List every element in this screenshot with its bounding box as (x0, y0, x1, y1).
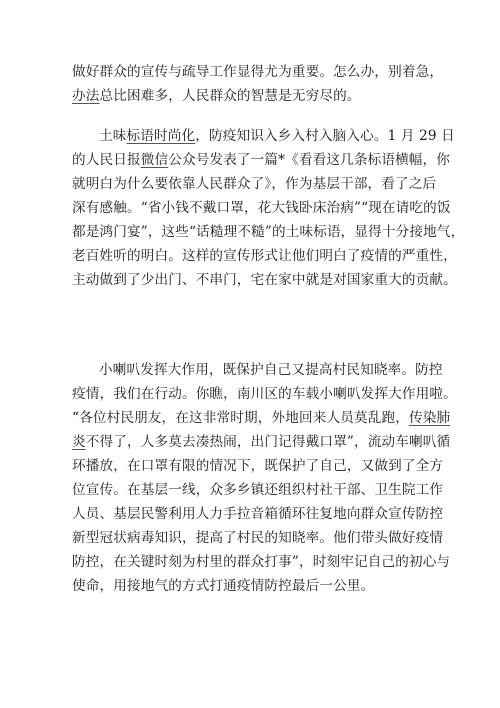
paragraph-3 (72, 358, 457, 598)
link-banfa[interactable]: 办法 (72, 88, 100, 104)
text-line: 深有感触。“省小钱不戴口罩，花大钱卧床治病”“现在请吃的饭 (72, 200, 451, 216)
text-line: 人员、基层民警利用人力手拉音箱循环往复地向群众宣传防控 (72, 506, 444, 522)
link-chuanran-feiyan[interactable]: 传染肺 (408, 410, 451, 426)
link-chuanran-feiyan-cont[interactable]: 炎 (72, 434, 86, 450)
text-line: 疫情，我们在行动。你瞧，南川区的车载小喇叭发挥大作用啦。 (72, 386, 457, 402)
text-line: 做好群众的宣传与疏导工作显得尤为重要。怎么办，别着急， (72, 64, 444, 80)
text-segment: 土味 (99, 128, 127, 144)
text-segment: 不得了，人多莫去凑热闹，出门记得戴口罩”，流动车喇叭循 (85, 434, 451, 450)
text-line: 位宣传。在基层一线，众多乡镇还组织村社干部、卫生院工作 (72, 482, 444, 498)
text-line: 就明白为什么要依靠人民群众了》，作为基层干部，看了之后 (72, 176, 437, 192)
text-line: 使命，用接地气的方式打通疫情防控最后一公里。 (72, 578, 375, 594)
text-line (72, 84, 434, 108)
text-line (72, 148, 451, 172)
text-line: 新型冠状病毒知识，提高了村民的知晓率。他们带头做好疫情 (72, 530, 444, 546)
text-segment: 总比困难多，人民群众的智慧是无穷尽的。 (99, 88, 361, 104)
text-line (72, 430, 451, 454)
text-segment: “各位村民朋友，在这非常时期，外地回来人员莫乱跑， (72, 410, 409, 426)
text-segment: 的人民日报 (72, 152, 141, 168)
paragraph-2 (72, 124, 465, 292)
text-segment: ，防疫知识入乡入村入脑入心。1 月 29 日 (195, 128, 455, 144)
text-line: 环播放，在口罩有限的情况下，既保护了自己，又做到了全方 (72, 458, 444, 474)
text-line (72, 124, 455, 148)
text-line: 老百姓听的明白。这样的宣传形式让他们明白了疫情的严重性， (72, 248, 457, 264)
text-segment: 公众号发表了一篇*《看看这几条标语横幅，你 (168, 152, 451, 168)
text-line: 防控，在关键时刻为村里的群众打事”，时刻牢记自己的初心与 (72, 554, 451, 570)
link-weixin[interactable]: 微信 (140, 152, 169, 168)
text-line: 都是鸿门宴”，这些“话糙理不糙”的土味标语，显得十分接地气， (72, 224, 465, 240)
link-biaoyu-shishanghua[interactable]: 标语时尚化 (126, 128, 196, 144)
text-line: 小喇叭发挥大作用，既保护自己又提高村民知晓率。防控 (99, 362, 443, 378)
paragraph-1 (72, 60, 444, 108)
text-line (72, 406, 451, 430)
text-line: 主动做到了少出门、不串门，宅在家中就是对国家重大的贡献。 (72, 272, 457, 288)
